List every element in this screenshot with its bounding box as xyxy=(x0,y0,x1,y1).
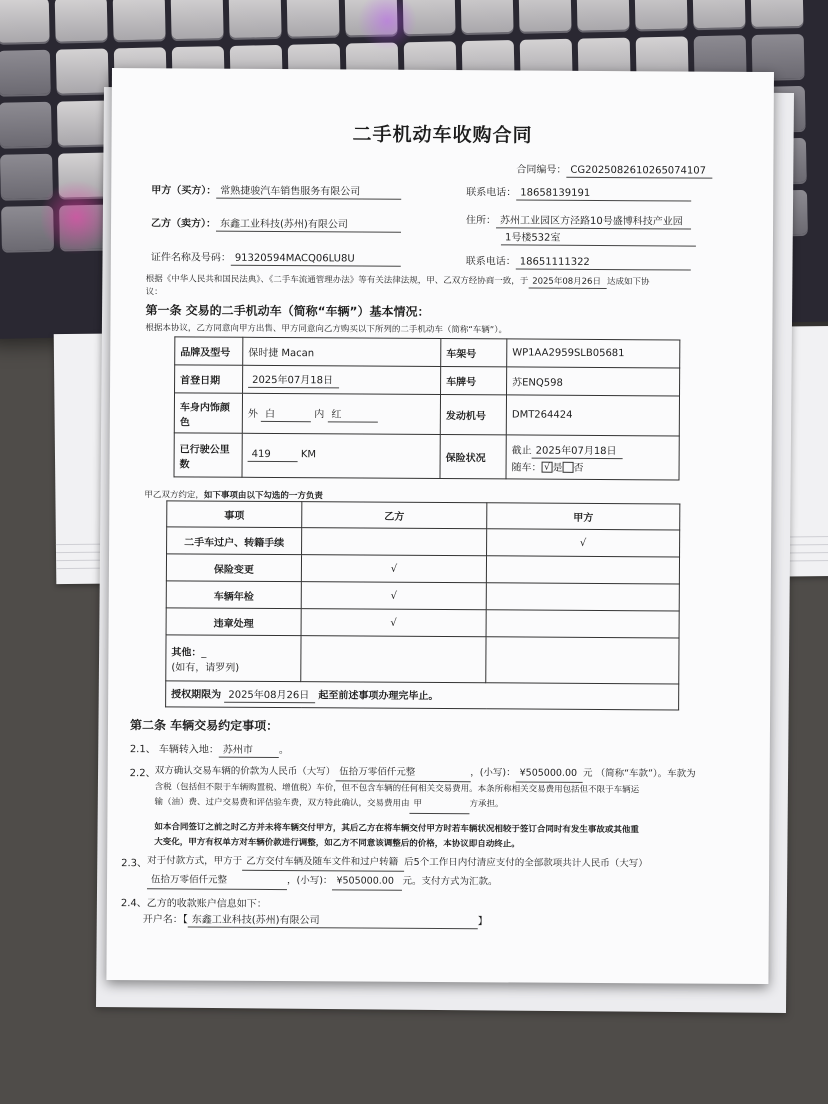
rgb-glow xyxy=(41,176,113,257)
clause-2-2-line2: 含税（包括但不限于车辆购置税、增值税）车价，但不包含车辆的任何相关交易费用。本条所称相关交易费用包括但不限于车辆运 xyxy=(154,782,640,796)
rgb-glow xyxy=(357,0,418,51)
table-row xyxy=(167,527,680,557)
article1-heading: 第一条 交易的二手机动车（简称“车辆”）基本情况： xyxy=(145,303,430,319)
id-value: 91320594MACQ06LU8U xyxy=(231,253,401,267)
with-car-label: 随车： xyxy=(511,461,542,474)
vehicle-info-table xyxy=(174,336,681,480)
resp-b-check[interactable]: √ xyxy=(301,582,486,610)
clause-number: 2.1、 xyxy=(129,744,156,756)
table-row xyxy=(166,681,679,710)
auth-label: 授权期限为 xyxy=(171,689,222,701)
resp-other-label: 其他： xyxy=(171,646,202,659)
brand-label: 品牌及型号 xyxy=(175,337,243,365)
auth-tail: 起至前述事项办理完毕止。 xyxy=(318,690,439,703)
resp-header-a: 甲方 xyxy=(487,503,680,530)
contract-number-value: CG2025082610265074107 xyxy=(566,165,712,179)
vin-value: WP1AA2959SLB05681 xyxy=(507,339,680,368)
intro-text-end: 达成如下协 xyxy=(606,277,650,288)
table-row xyxy=(166,608,679,638)
insurance-cell xyxy=(506,435,679,480)
party-a-label: 甲方（买方）： xyxy=(151,185,217,197)
party-b-label: 乙方（卖方）： xyxy=(151,218,217,230)
party-b xyxy=(151,214,401,233)
price-uppercase: 伍拾万零佰仟元整 xyxy=(335,764,470,782)
reg-date-cell xyxy=(243,365,441,394)
resp-header-item: 事项 xyxy=(167,501,302,528)
yes-checkbox[interactable]: √ xyxy=(542,462,553,473)
resp-header-b: 乙方 xyxy=(302,502,487,529)
clause-2-2-line3: 输（油）费、过户交易费和评估验车费，双方特此确认，交易费用由 xyxy=(154,797,410,809)
id-label: 证件名称及号码： xyxy=(150,252,231,264)
resp-b-check[interactable] xyxy=(302,528,487,556)
insurance-until-value: 2025年07月18日 xyxy=(532,441,623,459)
mileage-cell xyxy=(242,433,440,478)
auth-date: 2025年08月26日 xyxy=(224,686,315,704)
resp-item: 车辆年检 xyxy=(166,581,301,609)
interior-label: 内 xyxy=(314,409,325,421)
plate-value: 苏ENQ598 xyxy=(507,367,680,396)
clause-2-4-label: 乙方的收款账户信息如下： xyxy=(146,898,267,910)
clause-2-2-line3-end: 方承担。 xyxy=(469,799,504,810)
party-b-address-line1: 苏州工业园区方泾路10号盛博科技产业园 xyxy=(496,211,691,229)
price-lowercase: ¥505000.00 xyxy=(516,765,584,782)
contract-title: 二手机动车收购合同 xyxy=(352,123,533,147)
clause-2-1-end: 。 xyxy=(278,745,289,757)
responsibility-table xyxy=(165,500,680,710)
clause-2-2-text: 双方确认交易车辆的价款为人民币（大写） xyxy=(154,765,336,778)
payment-condition: 乙方交付车辆及随车文件和过户转籍 xyxy=(242,854,404,872)
responsibility-intro-plain: 甲乙双方约定， xyxy=(144,490,204,501)
intro-text: 根据《中华人民共和国民法典》、《二手车流通管理办法》等有关法律法规，甲、乙双方经协商一致，于 xyxy=(145,274,529,287)
clause-2-3-text: 对于付款方式，甲方于 xyxy=(147,855,243,867)
account-name-close: 】 xyxy=(477,916,488,928)
responsibility-intro-bold: 如下事项由以下勾选的一方负责 xyxy=(203,490,323,502)
responsibility-intro xyxy=(144,488,323,501)
article1-desc: 根据本协议，乙方同意向甲方出售、甲方同意向乙方购买以下所列的二手机动车（简称“车辆”）。 xyxy=(145,323,507,336)
article2-heading: 第二条 车辆交易约定事项： xyxy=(129,718,279,734)
party-b-value: 东鑫工业科技(苏州)有限公司 xyxy=(216,215,401,233)
clause-2-2-text: 元 （简称“车款”）。车款为 xyxy=(583,767,696,780)
exterior-label: 外 xyxy=(247,408,258,420)
clause-2-2-text: ，(小写)： xyxy=(470,767,516,779)
party-b-phone-label: 联系电话： xyxy=(465,256,516,268)
intro-text-cont: 议： xyxy=(145,287,163,298)
resp-a-check[interactable] xyxy=(486,556,679,584)
party-a-phone-label: 联系电话： xyxy=(466,187,517,199)
clause-number: 2.3、 xyxy=(121,858,148,870)
resp-other-hint: (如有，请罗列) xyxy=(171,661,240,674)
fee-payer: 甲 xyxy=(409,797,469,814)
party-b-address-line2: 1号楼532室 xyxy=(501,228,696,246)
brand-value: 保时捷 Macan xyxy=(243,337,441,366)
resp-a-other[interactable] xyxy=(486,637,679,684)
resp-b-check[interactable]: √ xyxy=(301,555,486,583)
clause-2-2-bold: 如本合同签订之前之时乙方并未将车辆交付甲方，其后乙方在将车辆交付甲方时若车辆状况相较于签订合同时有发生事故或其他重 xyxy=(154,822,639,836)
mileage-label: 已行驶公里数 xyxy=(174,433,242,477)
resp-item: 违章处理 xyxy=(166,608,301,636)
clause-2-1-label: 车辆转入地： xyxy=(158,744,219,756)
contract-number-label: 合同编号： xyxy=(516,164,567,176)
clause-number: 2.4、 xyxy=(120,898,147,910)
clause-number: 2.2、 xyxy=(129,768,156,780)
contract-page xyxy=(106,68,774,984)
intro-date: 2025年08月26日 xyxy=(528,275,607,289)
party-a-phone-value: 18658139191 xyxy=(516,187,691,201)
resp-other-cell xyxy=(166,635,301,682)
party-b-phone-value: 18651111322 xyxy=(516,256,691,270)
table-row xyxy=(166,581,679,611)
clause-2-1 xyxy=(130,740,289,758)
clause-2-2-bold: 大变化，甲方有权单方对车辆价款进行调整，如乙方不同意该调整后的价格，本协议即自动终止。 xyxy=(154,837,520,850)
clause-2-3-text: 后5个工作日内付清应支付的全部款项共计人民币（大写） xyxy=(404,856,648,870)
account-name-label: 开户名：【 xyxy=(142,914,188,926)
clause-2-2 xyxy=(154,763,725,853)
party-a xyxy=(151,181,401,200)
resp-a-check[interactable] xyxy=(486,583,679,611)
yes-label: 是 xyxy=(552,462,563,474)
engine-value: DMT264424 xyxy=(506,395,679,436)
party-b-address-2 xyxy=(501,228,696,246)
auth-period-cell xyxy=(166,681,679,710)
clause-2-3-text: ，(小写)： xyxy=(287,875,333,887)
insurance-label: 保险状况 xyxy=(440,435,506,479)
party-a-value: 常熟捷骏汽车销售服务有限公司 xyxy=(216,182,401,200)
vin-label: 车架号 xyxy=(441,339,507,367)
no-checkbox[interactable] xyxy=(563,462,574,473)
contract-number xyxy=(516,160,712,178)
reg-date-value: 2025年07月18日 xyxy=(248,371,339,389)
resp-b-other[interactable] xyxy=(301,636,486,683)
plate-label: 车牌号 xyxy=(441,367,507,395)
resp-a-check[interactable] xyxy=(486,610,679,638)
mileage-value: 419 xyxy=(248,449,298,462)
table-row xyxy=(166,554,679,584)
id-number xyxy=(151,248,401,267)
resp-a-check[interactable]: √ xyxy=(487,529,680,557)
engine-label: 发动机号 xyxy=(440,395,506,435)
party-b-phone xyxy=(466,252,691,270)
resp-item: 二手车过户、转籍手续 xyxy=(167,527,302,555)
table-row xyxy=(166,635,679,684)
account-name-value: 东鑫工业科技(苏州)有限公司 xyxy=(188,910,478,929)
interior-value: 红 xyxy=(327,405,377,422)
resp-item: 保险变更 xyxy=(166,554,301,582)
clause-2-1-value: 苏州市 xyxy=(219,741,279,758)
clause-2-3 xyxy=(147,853,727,893)
reg-date-label: 首登日期 xyxy=(175,365,243,393)
exterior-value: 白 xyxy=(261,405,311,422)
insurance-until-label: 截止 xyxy=(511,444,532,457)
party-a-phone xyxy=(466,183,691,201)
payment-uppercase: 伍拾万零佰仟元整 xyxy=(147,872,287,890)
no-label: 否 xyxy=(573,462,584,474)
clause-2-4 xyxy=(121,894,267,910)
clause-2-3-text: 元。支付方式为汇款。 xyxy=(402,875,498,888)
color-cell xyxy=(242,393,440,434)
account-name xyxy=(143,910,488,929)
color-label: 车身内饰颜色 xyxy=(174,393,242,433)
party-b-address xyxy=(466,211,691,229)
intro-paragraph xyxy=(146,272,650,289)
resp-b-check[interactable]: √ xyxy=(301,609,486,637)
resp-other-value: _ xyxy=(201,647,207,659)
payment-lowercase: ¥505000.00 xyxy=(332,873,402,890)
mileage-unit: KM xyxy=(300,449,317,461)
party-b-address-label: 住所： xyxy=(466,215,497,227)
